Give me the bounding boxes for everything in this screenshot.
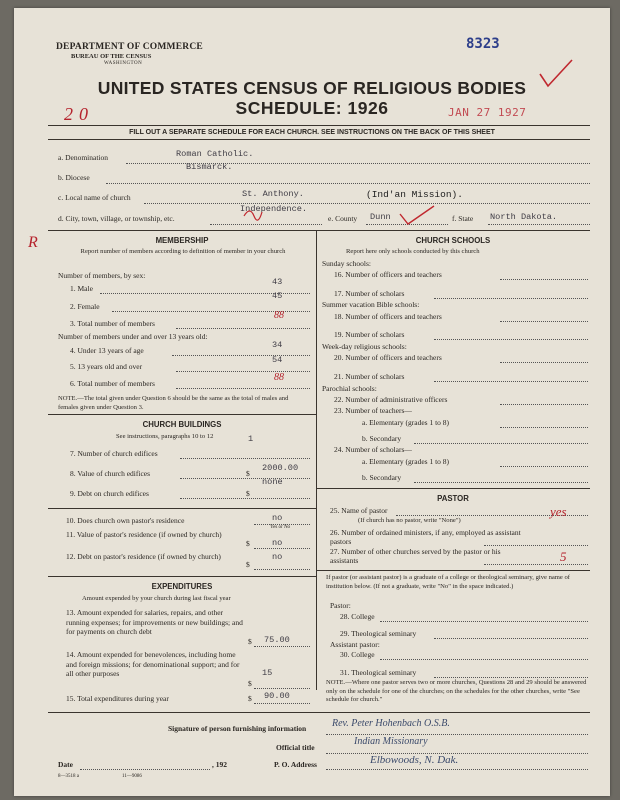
dollar-sign: $ [246, 539, 250, 548]
city-value: Independence. [240, 204, 308, 214]
field-line [326, 769, 588, 770]
field-line [144, 203, 590, 204]
po-address-value: Elbowoods, N. Dak. [370, 754, 459, 766]
benevolences-value: 15 [262, 668, 273, 678]
total-expenditures-label: 15. Total expenditures during year [66, 694, 169, 703]
state-value: North Dakota. [490, 212, 558, 222]
field-line [484, 545, 588, 546]
schedule-title: SCHEDULE: 1926 [235, 98, 389, 118]
field-line [434, 339, 588, 340]
pastor-name-label: 25. Name of pastor [330, 506, 388, 515]
teachers-secondary-label: b. Secondary [362, 434, 402, 443]
edifices-count-value: 1 [248, 434, 254, 444]
female-label: 2. Female [70, 302, 100, 311]
pastor-seminary-label: 29. Theological seminary [340, 629, 417, 638]
edifices-count-label: 7. Number of church edifices [70, 449, 158, 458]
by-sex-label: Number of members, by sex: [58, 271, 146, 280]
date-label: Date [58, 760, 73, 769]
county-label: e. County [328, 214, 358, 223]
divider [48, 125, 590, 126]
schools-heading: CHURCH SCHOOLS [415, 236, 491, 245]
field-line [414, 482, 588, 483]
membership-note: NOTE.—The total given under Question 6 should be the same as the total of males and females given under Question 3. [58, 395, 289, 411]
field-line [500, 466, 588, 467]
field-line [380, 621, 588, 622]
field-line [380, 659, 588, 660]
expenditures-subheading: Amount expended by your church during last fiscal year [82, 595, 231, 602]
field-line [488, 224, 590, 225]
field-line [414, 443, 588, 444]
owns-residence-value: no [272, 513, 283, 523]
residence-value-value: no [272, 538, 283, 548]
form-number: 8—3518 a [58, 774, 79, 779]
dollar-sign: $ [246, 560, 250, 569]
divider [48, 414, 316, 415]
assistant-college-label: 30. College [340, 650, 375, 659]
sunday-scholars-label: 17. Number of scholars [334, 289, 405, 298]
field-line [254, 569, 310, 570]
field-line [484, 564, 588, 565]
by-age-label: Number of members under and over 13 years old: [58, 332, 208, 341]
total-members-label: 3. Total number of members [70, 319, 155, 328]
field-line [434, 298, 588, 299]
field-line [106, 183, 590, 184]
yes-no-hint: Yes or No [270, 525, 291, 530]
instruction-line: FILL OUT A SEPARATE SCHEDULE FOR EACH CHURCH. SEE INSTRUCTIONS ON THE BACK OF THIS SHEET [129, 129, 495, 136]
graduate-note: If pastor (or assistant pastor) is a graduate of a college or theological seminary, give name of institution below. (If not a graduate, write "No" in the space indicated.) [326, 574, 571, 590]
field-line [210, 224, 322, 225]
other-churches-value: 5 [560, 549, 567, 564]
edifice-debt-label: 9. Debt on church edifices [70, 489, 149, 498]
diocese-value: Bismarck. [186, 162, 233, 172]
male-value: 43 [272, 277, 283, 287]
po-address-label: P. O. Address [274, 760, 317, 769]
dollar-sign: $ [248, 679, 252, 688]
field-line [254, 548, 310, 549]
under-13-value: 34 [272, 340, 283, 350]
female-value: 45 [272, 291, 283, 301]
sunday-schools-label: Sunday schools: [322, 259, 371, 268]
residence-debt-value: no [272, 552, 283, 562]
handwritten-number: 20 [64, 104, 94, 124]
buildings-subheading: See instructions, paragraphs 10 to 12 [116, 433, 214, 440]
pastor-section-label: Pastor: [330, 601, 351, 610]
total-members-age-value: 88 [274, 372, 284, 383]
date-year: , 192 [212, 760, 227, 769]
scholars-elementary-label: a. Elementary (grades 1 to 8) [362, 457, 450, 466]
edifice-debt-value: none [262, 477, 283, 487]
census-schedule-sheet [14, 8, 610, 796]
received-date-stamp: JAN 27 1927 [448, 106, 527, 119]
membership-heading: MEMBERSHIP [155, 236, 209, 245]
summer-scholars-label: 19. Number of scholars [334, 330, 405, 339]
parochial-schools-label: Parochial schools: [322, 384, 377, 393]
pastor-name-note: (If church has no pastor, write "None") [358, 517, 461, 524]
assistant-seminary-label: 31. Theological seminary [340, 668, 417, 677]
residence-debt-label: 12. Debt on pastor's residence (if owned by church) [66, 552, 221, 561]
state-label: f. State [452, 214, 474, 223]
signature-label: Signature of person furnishing information [168, 724, 307, 733]
signature-value: Rev. Peter Hohenbach O.S.B. [332, 718, 450, 729]
teachers-label: 23. Number of teachers— [334, 406, 412, 415]
field-line [434, 638, 588, 639]
weekday-schools-label: Week-day religious schools: [322, 342, 407, 351]
buildings-heading: CHURCH BUILDINGS [142, 420, 222, 429]
city-name: WASHINGTON [104, 61, 143, 66]
pastor-name-value: yes [550, 504, 567, 519]
pastor-college-label: 28. College [340, 612, 375, 621]
total-members-value: 88 [274, 310, 284, 321]
church-name-label: c. Local name of church [58, 193, 131, 202]
print-number: 11—9086 [122, 774, 142, 779]
field-line [500, 427, 588, 428]
red-r-mark-icon: R [28, 234, 38, 251]
divider [48, 712, 590, 713]
city-label: d. City, town, village, or township, etc. [58, 214, 175, 223]
dollar-sign: $ [248, 637, 252, 646]
dollar-sign: $ [246, 489, 250, 498]
field-line [500, 321, 588, 322]
church-name-value: St. Anthony. [242, 189, 304, 199]
edifice-value-label: 8. Value of church edifices [70, 469, 151, 478]
over-13-label: 5. 13 years old and over [70, 362, 143, 371]
dollar-sign: $ [248, 694, 252, 703]
field-line [434, 381, 588, 382]
diocese-label: b. Diocese [58, 173, 90, 182]
field-line [180, 478, 310, 479]
county-value: Dunn [370, 212, 391, 222]
field-line [326, 734, 588, 735]
divider [48, 230, 590, 231]
denomination-value: Roman Catholic. [176, 149, 254, 159]
divider [316, 570, 590, 571]
multi-church-note [326, 679, 590, 705]
divider [48, 508, 316, 509]
weekday-officers-label: 20. Number of officers and teachers [334, 353, 442, 362]
field-line [176, 388, 310, 389]
official-title-value: Indian Missionary [354, 736, 428, 747]
field-line [180, 498, 310, 499]
summer-schools-label: Summer vacation Bible schools: [322, 300, 420, 309]
form-title: UNITED STATES CENSUS OF RELIGIOUS BODIES [97, 78, 527, 98]
admin-officers-label: 22. Number of administrative officers [334, 395, 448, 404]
scholars-label: 24. Number of scholars— [334, 445, 412, 454]
schools-subheading: Report here only schools conducted by this church [346, 248, 480, 255]
assistant-ministers-label: 26. Number of ordained ministers, if any, employed as assistant pastors [330, 528, 521, 546]
expenditures-heading: EXPENDITURES [151, 582, 213, 591]
residence-value-label: 11. Value of pastor's residence (if owned by church) [66, 530, 222, 539]
red-scribble-icon [242, 204, 264, 224]
field-line [80, 769, 210, 770]
column-divider [316, 230, 317, 690]
dollar-sign: $ [246, 469, 250, 478]
serial-number: 8323 [466, 36, 500, 52]
assistant-section-label: Assistant pastor: [330, 640, 380, 649]
field-line [254, 688, 310, 689]
department-name: DEPARTMENT OF COMMERCE [56, 42, 203, 52]
weekday-scholars-label: 21. Number of scholars [334, 372, 405, 381]
official-title-label: Official title [276, 743, 315, 752]
multi-church-note-end: church." [360, 696, 383, 704]
field-line [176, 371, 310, 372]
multi-church-note-text: NOTE.—Where one pastor serves two or more churches, Questions 28 and 29 should be answered only on the schedule for one of the churches; on the schedules for the other churches, write "See schedule for [326, 679, 587, 704]
edifice-value-value: 2000.00 [262, 463, 299, 473]
summer-officers-label: 18. Number of officers and teachers [334, 312, 442, 321]
field-line [176, 328, 310, 329]
pastor-heading: PASTOR [437, 494, 469, 503]
under-13-label: 4. Under 13 years of age [70, 346, 144, 355]
total-expenditures-value: 90.00 [264, 691, 290, 701]
teachers-elementary-label: a. Elementary (grades 1 to 8) [362, 418, 450, 427]
field-line [172, 355, 310, 356]
other-churches-label: 27. Number of other churches served by the pastor or his assistants [330, 547, 501, 565]
field-line [500, 362, 588, 363]
denomination-label: a. Denomination [58, 153, 108, 162]
red-checkmark-icon [398, 204, 438, 228]
bureau-name: BUREAU OF THE CENSUS [71, 53, 152, 60]
church-name-note: (Ind'an Mission). [366, 189, 463, 200]
scholars-secondary-label: b. Secondary [362, 473, 402, 482]
divider [48, 576, 316, 577]
field-line [254, 646, 310, 647]
membership-subheading: Report number of members according to definition of member in your church [80, 248, 286, 255]
over-13-value: 54 [272, 355, 283, 365]
running-expenses-value: 75.00 [264, 635, 290, 645]
total-members-age-label: 6. Total number of members [70, 379, 155, 388]
male-label: 1. Male [70, 284, 93, 293]
benevolences-label: 14. Amount expended for benevolences, including home and foreign missions; for denominational support; and for all other purposes [66, 650, 240, 678]
divider [316, 488, 590, 489]
sunday-officers-label: 16. Number of officers and teachers [334, 270, 442, 279]
field-line [180, 458, 310, 459]
divider [48, 139, 590, 140]
running-expenses-label: 13. Amount expended for salaries, repairs, and other running expenses; for improvements or new buildings; and for payments on church debt [66, 608, 243, 636]
field-line [500, 279, 588, 280]
field-line [434, 677, 588, 678]
owns-residence-label: 10. Does church own pastor's residence [66, 516, 185, 525]
field-line [254, 703, 310, 704]
field-line [500, 404, 588, 405]
